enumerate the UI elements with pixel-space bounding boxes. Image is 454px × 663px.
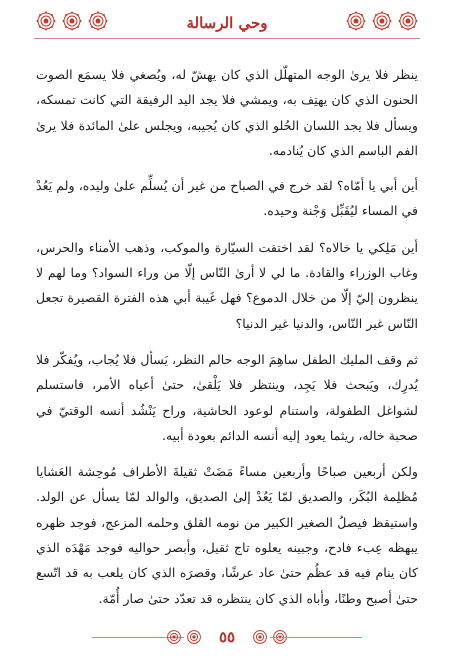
page-body (36, 62, 418, 622)
paragraph: ولكن أربعين صباحًا وأربعين مساءً مَضَتْ ثقيلةَ الأطراف مُوحِشة العَشايا مُظلِمة البُكَر، والصديق لمّا يَعُدْ إلىٰ الصديق، والوالد لمّا يسأل عن الولد. واستيقظ فيصلُ الصغير الكبير من نومه القلق وحلمه المزعج، فوجد ظهره يبهظه عِبء فادح، وجبينه يعلوه تاج ثقيل، وأبصر حواليه فوجد مَهْدَه الذي كان ينام فيه قد عظُم حتىٰ عاد عرشًا، وقصرَه الذي كان يلعب به قد اتّسع حتىٰ أصبح وطنًا، وأباه الذي كان ينتظره قد تعدّد حتىٰ صار أُمّة. (36, 464, 418, 606)
page-number: ٥٥ (218, 628, 236, 646)
running-title: وحي الرسالة (186, 14, 268, 32)
rosette-icon (372, 11, 392, 31)
rosette-icon (252, 629, 268, 645)
paragraph: ينظر فلا يرىٰ الوجه المتهلّل الذي كان يهشّ له، ويُصغي فلا يسمَع الصوت الحنون الذي كان يهتِف به، ويمشي فلا يجد اليد الرفيقة التي كانت تمسكه، ويسأل فلا يجد اللسان الحُلو الذي كان يُجيبه، ويجلس علىٰ المائدة فلا يرىٰ الفم الباسم الذي كان يُنادمه. (36, 67, 418, 158)
footer-divider-right (270, 637, 362, 638)
paragraph: ثم وقف المليك الطفل ساهِمَ الوجه حالم النظر، يَسأل فلا يُجاب، ويُفكّر فلا يُدرِك، ويَبحث فلا يَجِد، وينتظر فلا يَلْقىٰ، حتىٰ أعياه الأمر، فاستسلم لشواغل الطفولة، واستنام لوعود الحاشية، وراح يَنْشُد أنسه الوقتيّ في صحبة خاله، ريثما يعود إليه أنسه الدائم بعودة أبيه. (35, 351, 418, 443)
paragraph: أين أبي يا أمّاه؟ لقد خرج في الصباح من غير أن يُسلِّم علىٰ وليده، ولم يَعُدْ في المساء ليُقَبِّل وَجْنة وحيده. (36, 178, 418, 219)
rosette-icon (346, 11, 366, 31)
header-ornament-right (346, 11, 418, 31)
header-divider (34, 38, 420, 39)
paragraph: أين مَلِكي يا خالاه؟ لقد اختفت السيّارة والموكب، وذهب الأمناء والحرس، وغاب الوزراء والقادة. ما لي لا أرىٰ النّاس إلّا من وراء السواد؟ وما لهم لا ينظرون إليّ إلّا من خلال الدموع؟ فهل غَيبة أبي هذه الفترة القصيرة تجعل النّاس غير النّاس، والدنيا غير الدنيا؟ (36, 239, 418, 331)
rosette-icon (398, 11, 418, 31)
